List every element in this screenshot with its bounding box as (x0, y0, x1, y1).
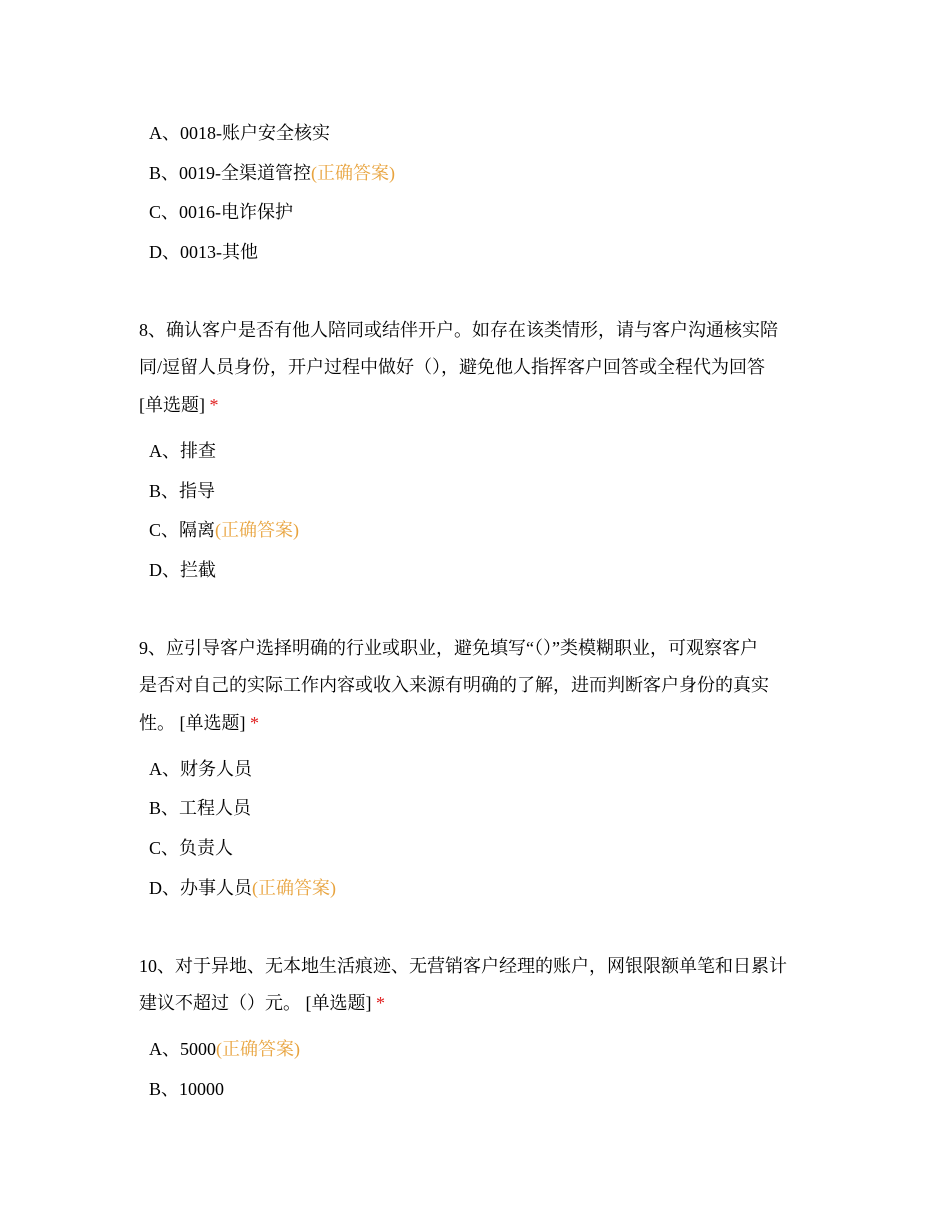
option-text: A、5000 (149, 1039, 216, 1059)
question-9-line-3 (139, 711, 259, 735)
question-9-line-2: 是否对自己的实际工作内容或收入来源有明确的了解，进而判断客户身份的真实 (139, 675, 769, 695)
question-8-line-2: 同/逗留人员身份，开户过程中做好（），避免他人指挥客户回答或全程代为回答 (139, 357, 765, 377)
q8-option-a[interactable] (149, 439, 216, 463)
correct-answer-tag: (正确答案) (216, 1039, 300, 1059)
q9-option-a[interactable] (149, 757, 252, 781)
correct-answer-tag: (正确答案) (215, 520, 300, 540)
option-c[interactable] (149, 200, 293, 224)
question-9-line-1: 9、应引导客户选择明确的行业或职业，避免填写“（）”类模糊职业，可观察客户 (139, 638, 758, 658)
q10-option-a[interactable] (149, 1037, 300, 1061)
option-text: D、拦截 (149, 560, 216, 580)
correct-answer-tag: (正确答案) (252, 878, 336, 898)
option-text: C、隔离 (149, 520, 216, 540)
q8-option-b[interactable] (149, 479, 215, 503)
question-10-line-2 (139, 991, 385, 1015)
option-d[interactable] (149, 240, 258, 264)
question-type-label: 性。 [单选题] (139, 713, 246, 733)
option-text: C、0016-电诈保护 (149, 202, 293, 222)
q8-option-c[interactable] (149, 518, 299, 542)
required-mark: * (209, 395, 219, 415)
option-text: B、0019-全渠道管控 (149, 163, 311, 183)
option-text: D、0013-其他 (149, 242, 258, 262)
question-8-line-3 (139, 393, 219, 417)
option-b[interactable] (149, 161, 395, 185)
q9-option-c[interactable] (149, 836, 233, 860)
correct-answer-tag: (正确答案) (311, 163, 395, 183)
q9-option-d[interactable] (149, 876, 336, 900)
question-8-line-1: 8、确认客户是否有他人陪同或结伴开户。如存在该类情形，请与客户沟通核实陪 (139, 320, 778, 340)
option-text: A、0018-账户安全核实 (149, 123, 330, 143)
question-type-label: [单选题] (139, 395, 205, 415)
option-text: C、负责人 (149, 838, 234, 858)
option-a[interactable] (149, 121, 330, 145)
option-text: D、办事人员 (149, 878, 252, 898)
question-text: 建议不超过（）元。 [单选题] (139, 993, 372, 1013)
option-text: B、10000 (149, 1079, 225, 1099)
q8-option-d[interactable] (149, 558, 216, 582)
q9-option-b[interactable] (149, 796, 251, 820)
q10-option-b[interactable] (149, 1077, 224, 1101)
option-text: B、工程人员 (149, 798, 252, 818)
question-10-line-1: 10、对于异地、无本地生活痕迹、无营销客户经理的账户，网银限额单笔和日累计 (139, 956, 787, 976)
required-mark: * (376, 993, 385, 1013)
option-text: B、指导 (149, 481, 216, 501)
option-text: A、财务人员 (149, 759, 252, 779)
required-mark: * (250, 713, 259, 733)
option-text: A、排查 (149, 441, 216, 461)
